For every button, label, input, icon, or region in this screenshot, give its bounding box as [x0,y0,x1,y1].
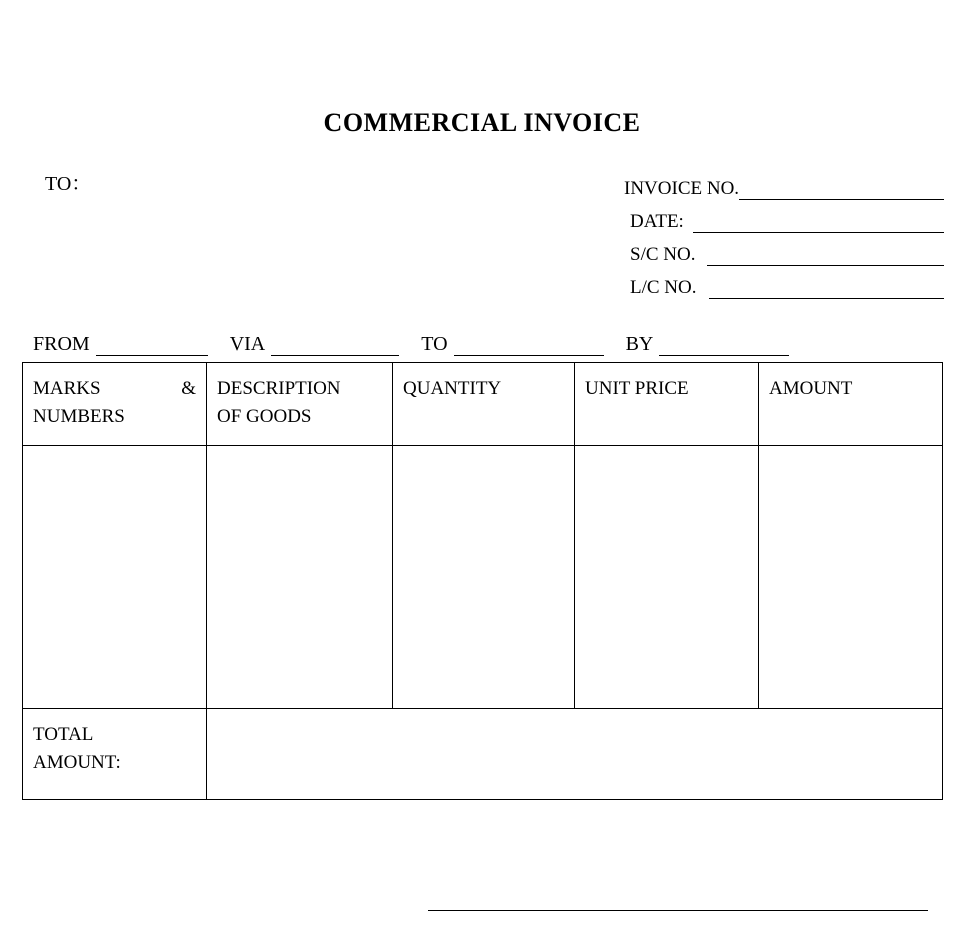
invoice-number-row [624,167,944,200]
table-header-row [23,363,943,446]
routing-via-label: VIA [229,333,266,355]
routing-to-label: TO [421,333,448,355]
column-header-description-text2: OF GOODS [217,405,312,427]
recipient-label: TO： [45,173,92,195]
invoice-number-field[interactable] [739,182,944,200]
routing-from-field[interactable] [96,337,208,356]
total-amount-label [23,709,207,800]
sc-number-label: S/C NO. [630,244,696,265]
date-field[interactable] [693,215,944,233]
cell-unit-price[interactable] [575,446,759,709]
routing-by-label: BY [625,333,654,355]
sc-number-field[interactable] [707,248,944,266]
column-header-unit-price-text: UNIT PRICE [585,378,689,399]
routing-to-field[interactable] [454,337,604,356]
total-amount-label-line2: AMOUNT: [33,751,121,773]
table-row [23,446,943,709]
cell-description[interactable] [207,446,393,709]
column-header-description [207,363,393,446]
column-header-description-text: DESCRIPTION [217,378,341,399]
column-header-unit-price [575,363,759,446]
column-header-amount [759,363,943,446]
column-header-amount-text: AMOUNT [769,378,853,399]
total-amount-label-line1: TOTAL [33,724,94,745]
lc-number-label: L/C NO. [630,277,697,298]
routing-by-field[interactable] [659,337,789,356]
column-header-marks-text2: NUMBERS [33,405,125,427]
lc-number-row [624,266,944,299]
column-header-marks-text: MARKS [33,378,101,399]
routing-from-label: FROM [33,333,90,355]
signature-rule [428,910,928,911]
invoice-table [22,362,943,800]
column-header-marks-amp: & [181,378,196,399]
routing-via-field[interactable] [271,337,399,356]
cell-amount[interactable] [759,446,943,709]
lc-number-field[interactable] [709,281,945,299]
invoice-meta-block [624,167,944,299]
date-label: DATE: [630,211,684,232]
date-row [624,200,944,233]
sc-number-row [624,233,944,266]
routing-line [33,333,885,356]
page-title: COMMERCIAL INVOICE [323,108,641,137]
table-total-row [23,709,943,800]
column-header-quantity [393,363,575,446]
cell-quantity[interactable] [393,446,575,709]
cell-marks[interactable] [23,446,207,709]
total-amount-value[interactable] [207,709,943,800]
column-header-marks [23,363,207,446]
column-header-quantity-text: QUANTITY [403,378,502,399]
invoice-number-label: INVOICE NO. [624,178,740,199]
